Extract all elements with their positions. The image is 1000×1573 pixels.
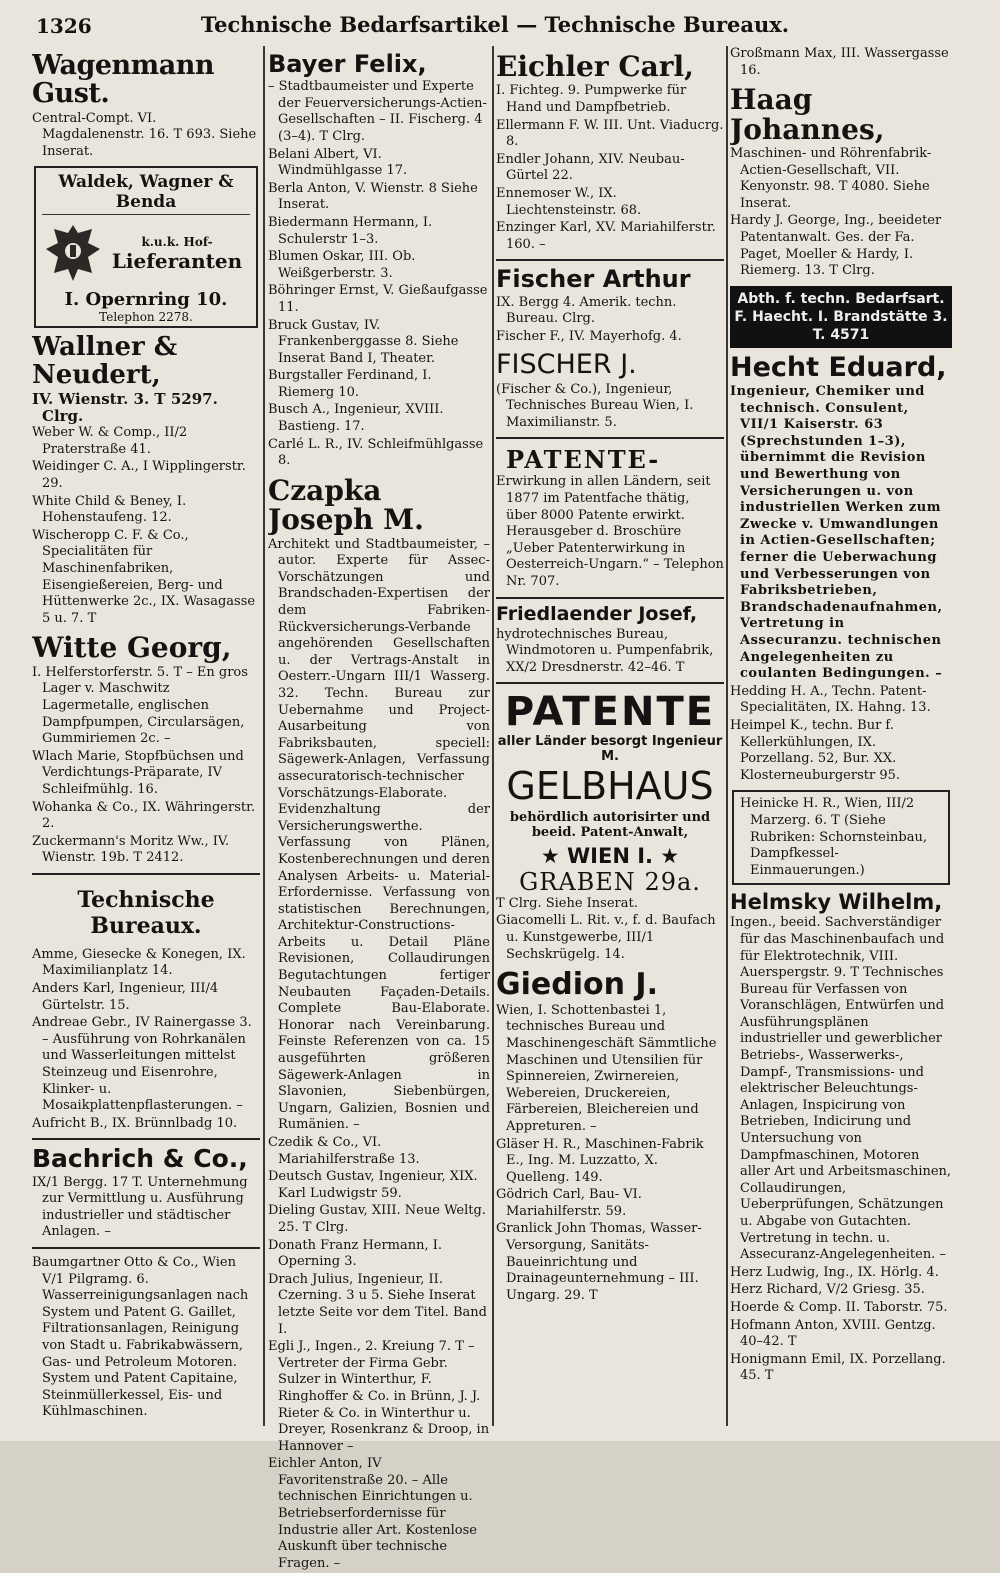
gelbhaus-name: GELBHAUS [506, 764, 714, 809]
czapka-name: Czapka Joseph M. [268, 473, 424, 537]
divider [32, 1138, 260, 1140]
divider [496, 259, 724, 261]
czapka-text: Architekt und Stadtbaumeister, – autor. Experte für Assec-Vorschätzungen und Brandschaden-Expertisen der dem Fabriken-Rückversicherungs-Verbande angehörenden Gesellschaften u. der Vertrags-Anstalt in Oesterr.-Ungarn III/1 Wasserg. 32. Techn. Bureau zur Uebernahme und Project-Ausarbeitung von Fabriksbauten, speciell: Sägewerk-Anlagen, Verfassung assecuratorisch-technischer Vorschätzungs-Elaborate. Evidenzhaltung der Versicherungswerthe. Verfassung von Plänen, Kostenberechnungen und deren Analysen Arbeits- u. Material-Erfordernisse. Verfassung von statistischen Berechnungen, Architektur-Constructions-Arbeits u. Detail Pläne Revisionen, Collaudirungen Begutachtungen fertiger Neubauten Façaden-Details. Complete Bau-Elaborate. Honorar nach Vereinbarung. Feinste Referenzen von ca. 15 ausgeführten größeren Sägewerk-Anlagen in Slavonien, Siebenbürgen, Ungarn, Galizien, Bosnien und Rumänien. – [268, 536, 490, 1133]
entry-endler: Endler Johann, XIV. Neubau-Gürtel 22. [496, 151, 685, 184]
waldek-hof: Lieferanten [111, 249, 243, 274]
entry-heimpel: Heimpel K., techn. Bur f. Kellerkühlungen, IX. Porzellang. 52, Bur. XX. Klosterneuburgerstr 95. [730, 717, 900, 783]
page-title: Technische Bedarfsartikel — Technische Bureaux. [200, 12, 790, 37]
entry-granlick: Granlick John Thomas, Wasser-Versorgung, Sanitäts-Baueinrichtung und Drainageunternehmung – III. Ungarg. 29. T [496, 1221, 702, 1303]
bachrich-text: IX/1 Bergg. 17 T. Unternehmung zur Vermittlung u. Ausführung industrieller und städtischer Anlagen. – [32, 1174, 248, 1240]
waldek-name: Waldek, Wagner & Benda [42, 172, 250, 215]
entry-andreae: Andreae Gebr., IV Rainergasse 3. – Ausführung von Rohrkanälen und Wasserleitungen mittelst Steinzeug und Eisenrohre, Klinker- u. Mosaikplattenpflasterungen. – [32, 1015, 252, 1114]
entry-fischer-f: Fischer F., IV. Mayerhofg. 4. [496, 328, 682, 344]
column-4 [730, 46, 952, 1386]
entry-dieling: Dieling Gustav, XIII. Neue Weltg. 25. T Clrg. [268, 1203, 486, 1235]
entry-glaeser: Gläser H. R., Maschinen-Fabrik E., Ing. M. Luzzatto, X. Quelleng. 149. [496, 1136, 704, 1185]
haag-text: Maschinen- und Röhrenfabrik-Actien-Gesellschaft, VII. Kenyonstr. 98. T 4080. Siehe Inserat. [730, 145, 932, 211]
page-header [30, 6, 960, 40]
divider [496, 682, 724, 684]
heinicke-text: Heinicke H. R., Wien, III/2 Marzerg. 6. T (Siehe Rubriken: Schornsteinbau, Dampfkessel-Einmauerungen.) [740, 796, 927, 878]
fischer-arthur-text: IX. Bergg 4. Amerik. techn. Bureau. Clrg. [496, 294, 677, 327]
column-rule [492, 46, 494, 1426]
entry-hardy: Hardy J. George, Ing., beeideter Patentanwalt. Ges. der Fa. Paget, Moeller & Hardy, I. Riemerg. 13. T Clrg. [730, 213, 942, 279]
column-rule [263, 46, 265, 1426]
entry-enzinger: Enzinger Karl, XV. Mariahilferstr. 160. – [496, 220, 716, 252]
section-title: Technische Bureaux. [77, 886, 215, 939]
entry-bruck: Bruck Gustav, IV. Frankenberggasse 8. Siehe Inserat Band I, Theater. [268, 317, 459, 366]
entry-busch: Busch A., Ingenieur, XVIII. Bastieng. 17. [268, 402, 444, 435]
entry-berla: Berla Anton, V. Wienstr. 8 Siehe Inserat. [268, 180, 478, 213]
column-rule [726, 46, 728, 1426]
bayer-name: Bayer Felix, [268, 50, 427, 78]
entry-deutsch: Deutsch Gustav, Ingenieur, XIX. Karl Ludwigstr 59. [268, 1169, 478, 1201]
entry-hedding: Hedding H. A., Techn. Patent-Specialitäten, IX. Hahng. 13. [730, 683, 931, 716]
helmsky-name: Helmsky Wilhelm, [730, 890, 943, 915]
entry-ellermann: Ellermann F. W. III. Unt. Viaducrg. 8. [496, 117, 724, 150]
entry-goedrich: Gödrich Carl, Bau- VI. Mariahilferstr. 59. [496, 1187, 642, 1219]
entry-hoerde: Hoerde & Comp. II. Taborstr. 75. [730, 1299, 948, 1315]
entry-hofmann: Hofmann Anton, XVIII. Gentzg. 40–42. T [730, 1317, 936, 1350]
friedlaender-name: Friedlaender Josef, [496, 602, 698, 625]
gelbhaus-patente: PATENTE [504, 689, 716, 736]
entry-grossmann: Großmann Max, III. Wassergasse 16. [730, 46, 949, 78]
gelbhaus-city: ★ WIEN I. ★ [540, 843, 680, 868]
wallner-name: Wallner & Neudert, [32, 332, 178, 390]
eichler-text: I. Fichteg. 9. Pumpwerke für Hand und Dampfbetrieb. [496, 83, 687, 115]
entry-ennemoser: Ennemoser W., IX. Liechtensteinstr. 68. [496, 185, 642, 218]
divider [32, 1247, 260, 1249]
entry-drach: Drach Julius, Ingenieur, II. Czerning. 3 u 5. Siehe Inserat letzte Seite vor dem Titel. Band I. [268, 1271, 487, 1337]
haecht-line-1: Abth. f. techn. Bedarfsart. [737, 290, 945, 307]
haecht-line-2: F. Haecht. I. Brandstätte 3. T. 4571 [734, 308, 948, 343]
witte-text: I. Helferstorferstr. 5. T – En gros Lager v. Maschwitz Lagermetalle, englischen Dampfpumpen, Circularsägen, Gummiriemen 2c. – [32, 664, 248, 747]
entry-honigmann: Honigmann Emil, IX. Porzellang. 45. T [730, 1351, 946, 1384]
column-3 [496, 46, 724, 1305]
waldek-title: k.u.k. Hof- [141, 235, 213, 250]
entry-blumen: Blumen Oskar, III. Ob. Weißgerberstr. 3. [268, 249, 416, 281]
bachrich-name: Bachrich & Co., [32, 1144, 248, 1174]
column-1 [32, 46, 260, 1422]
patente-ad-title: PATENTE- [506, 445, 661, 475]
entry-baumgartner: Baumgartner Otto & Co., Wien V/1 Pilgramg. 6. Wasserreinigungsanlagen nach System und Patent G. Gaillet, Filtrationsanlagen, Reinigung von Stadt u. Fabrikabwässern, Gas- und Petroleum Motoren. System und Patent Capitaine, Steinmüllerkessel, Eis- und Kühlmaschinen. [32, 1255, 249, 1420]
entry-herz-ludwig: Herz Ludwig, Ing., IX. Hörlg. 4. [730, 1264, 939, 1280]
wagenmann-text: Central-Compt. VI. Magdalenenstr. 16. T 693. Siehe Inserat. [32, 110, 257, 159]
double-eagle-crest-icon [42, 219, 104, 289]
section-divider [32, 873, 260, 875]
entry-burgstaller: Burgstaller Ferdinand, I. Riemerg 10. [268, 368, 432, 400]
giedion-name: Giedion J. [496, 967, 658, 1003]
gelbhaus-sub: aller Länder besorgt Ingenieur M. [497, 734, 723, 765]
waldek-address: I. Opernring 10. [64, 289, 228, 311]
entry-wlach: Wlach Marie, Stopfbüchsen und Verdichtungs-Präparate, IV Schleifmühlg. 16. [32, 748, 244, 797]
gelbhaus-footer: T Clrg. Siehe Inserat. [496, 895, 638, 911]
waldek-advertisement [34, 166, 258, 328]
witte-name: Witte Georg, [32, 631, 232, 665]
patente-ad-text: Erwirkung in allen Ländern, seit 1877 im Patentfache thätig, über 8000 Patente erwirkt. Herausgeber d. Broschüre „Ueber Patenterwirkung in Oesterreich-Ungarn.“ – Telephon Nr. 707. [496, 474, 724, 589]
entry-donath: Donath Franz Hermann, I. Operning 3. [268, 1237, 443, 1270]
entry-carle: Carlé L. R., IV. Schleifmühlgasse 8. [268, 436, 484, 469]
entry-weber: Weber W. & Comp., II/2 Praterstraße 41. [32, 425, 188, 457]
hecht-name: Hecht Eduard, [730, 351, 947, 383]
fischer-j-name: FISCHER J. [496, 349, 637, 381]
page-number: 1326 [36, 14, 92, 38]
entry-wohanka: Wohanka & Co., IX. Währingerstr. 2. [32, 799, 256, 832]
hecht-text: Ingenieur, Chemiker und technisch. Consulent, VII/1 Kaiserstr. 63 (Sprechstunden 1–3), übernimmt die Revision und Bewerthung von Versicherungen u. von industriellen Werken zum Zwecke v. Umwandlungen in Actien-Gesellschaften; ferner die Ueberwachung und Verbesserungen von Fabriksbetrieben, Brandschadenaufnahmen, Vertretung in Assecuranzu. technischen Angelegenheiten zu coulanten Bedingungen. – [730, 384, 943, 682]
entry-anders: Anders Karl, Ingenieur, III/4 Gürtelstr. 15. [32, 981, 219, 1013]
haecht-advertisement [730, 286, 952, 348]
entry-wischeropp: Wischeropp C. F. & Co., Specialitäten für Maschinenfabriken, Eisengießereien, Berg- und Hüttenwerke 2c., IX. Wasagasse 5 u. 7. T [32, 527, 256, 626]
entry-giacomelli: Giacomelli L. Rit. v., f. d. Baufach u. Kunstgewerbe, III/1 Sechskrügelg. 14. [496, 913, 716, 962]
gelbhaus-title: behördlich autorisirter und beeid. Patent-Anwalt, [509, 809, 711, 840]
divider [496, 597, 724, 599]
entry-amme: Amme, Giesecke & Konegen, IX. Maximilianplatz 14. [32, 946, 246, 979]
entry-biedermann: Biedermann Hermann, I. Schulerstr 1–3. [268, 214, 433, 247]
fischer-arthur-name: Fischer Arthur [496, 265, 691, 294]
wallner-text: IV. Wienstr. 3. T 5297. Clrg. [32, 390, 218, 425]
divider [496, 437, 724, 439]
column-2 [268, 46, 490, 1573]
giedion-text: Wien, I. Schottenbastei 1, technisches Bureau und Maschinengeschäft Sämmtliche Maschinen und Utensilien für Spinnereien, Zwirnereien, Webereien, Druckereien, Färbereien, Bleichereien und Appreturen. – [496, 1002, 717, 1134]
entry-zuckermann: Zuckermann's Moritz Ww., IV. Wienstr. 19b. T 2412. [32, 833, 230, 866]
heinicke-box [732, 790, 950, 885]
waldek-phone: Telephon 2278. [99, 310, 193, 325]
entry-eichler-anton: Eichler Anton, IV Favoritenstraße 20. – Alle technischen Einrichtungen u. Betriebserfordernisse für Industrie aller Art. Kostenlose Auskunft über technische Fragen. – [268, 1456, 477, 1571]
fischer-j-text: (Fischer & Co.), Ingenieur, Technisches Bureau Wien, I. Maximilianstr. 5. [496, 381, 694, 430]
gelbhaus-street: GRABEN 29a. [519, 867, 701, 896]
entry-white-child: White Child & Beney, I. Hohenstaufeng. 12. [32, 493, 187, 526]
helmsky-text: Ingen., beeid. Sachverständiger für das Maschinenbaufach und für Elektrotechnik, VIII. Auerspergstr. 9. T Technisches Bureau für Verfassen von Voranschlägen, Entwürfen und Ausführungsplänen industrieller und gewerblicher Betriebs-, Wasserwerks-, Dampf-, Transmissions- und elektrischer Beleuchtungs-Anlagen, Inspicirung von Betrieben, Indicirung und Untersuchung von Dampfmaschinen, Motoren aller Art und Arbeitsmaschinen, Collaudirungen, Ueberprüfungen, Schätzungen u. Abgabe von Gutachten. Vertretung in techn. u. Assecuranz-Angelegenheiten. – [730, 915, 952, 1263]
friedlaender-text: hydrotechnisches Bureau, Windmotoren u. Pumpenfabrik, XX/2 Dresdnerstr. 42–46. T [496, 626, 714, 675]
entry-aufricht: Aufricht B., IX. Brünnlbadg 10. [32, 1115, 238, 1131]
wagenmann-name: Wagenmann Gust. [32, 50, 214, 110]
entry-czedik: Czedik & Co., VI. Mariahilferstraße 13. [268, 1135, 420, 1167]
entry-herz-richard: Herz Richard, V/2 Griesg. 35. [730, 1282, 925, 1298]
haag-name: Haag Johannes, [730, 83, 885, 146]
eichler-name: Eichler Carl, [496, 50, 694, 83]
bayer-text: – Stadtbaumeister und Experte der Feuerversicherungs-Actien-Gesellschaften – II. Fischerg. 4 (3–4). T Clrg. [268, 79, 487, 144]
entry-belani: Belani Albert, VI. Windmühlgasse 17. [268, 146, 408, 179]
entry-egli: Egli J., Ingen., 2. Kreiung 7. T – Vertreter der Firma Gebr. Sulzer in Winterthur, F. Ringhoffer & Co. in Brünn, J. J. Rieter & Co. in Winterthur u. Dreyer, Rosenkranz & Droop, in Hannover – [268, 1339, 490, 1454]
entry-boehringer: Böhringer Ernst, V. Gießaufgasse 11. [268, 283, 488, 315]
gelbhaus-advertisement [496, 690, 724, 896]
entry-weidinger: Weidinger C. A., I Wipplingerstr. 29. [32, 459, 246, 492]
